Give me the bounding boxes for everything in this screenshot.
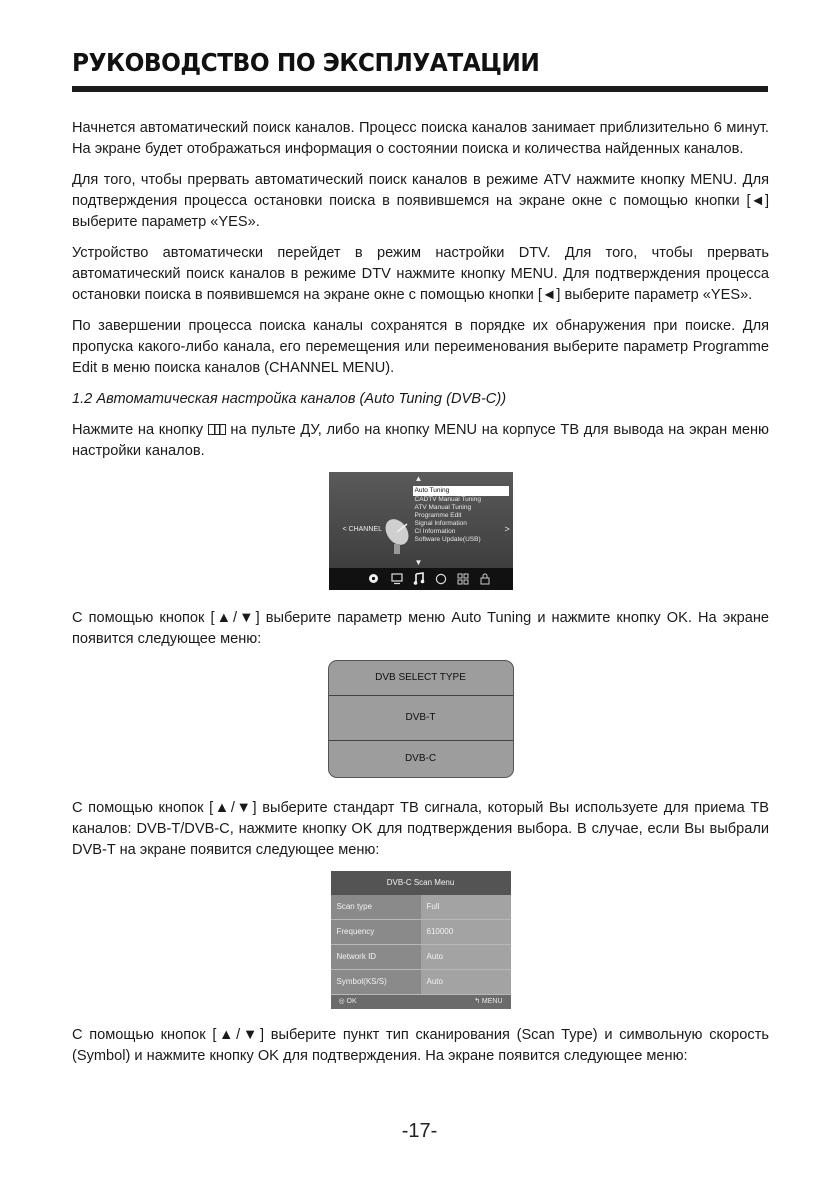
lock-icon (479, 572, 491, 585)
row-label: Network ID (331, 945, 421, 969)
paragraph: По завершении процесса поиска каналы сохранятся в порядке их обнаружения при поиске. Для пропуска какого-либо канала, его перемещения или переименования выберите параметр Programme Edit в меню поиска каналов (CHANNEL MENU). (72, 318, 769, 376)
paragraph-text: Нажмите на кнопку (72, 422, 204, 438)
menu-item-cadtv-manual-tuning[interactable]: CADTV Manual Tuning (414, 496, 481, 503)
row-label: Symbol(KS/S) (331, 970, 421, 994)
menu-item-signal-information[interactable]: Signal Information (414, 520, 467, 527)
scan-row-symbol[interactable] (331, 970, 511, 995)
menu-item-ci-information[interactable]: CI Information (414, 528, 456, 535)
row-value: Full (421, 895, 511, 919)
scroll-up-arrow-icon: ▲ (414, 474, 423, 483)
satellite-dish-icon (381, 516, 413, 556)
paragraph: С помощью кнопок [▲/▼] выберите параметр меню Auto Tuning и нажмите кнопку OK. На экране появится следующее меню: (72, 610, 769, 647)
scan-menu-dialog (331, 871, 511, 1009)
option-dvb-t[interactable]: DVB-T (329, 695, 513, 740)
menu-hint: ↰ MENU (474, 998, 503, 1005)
menu-category-bar (329, 568, 513, 590)
scan-menu-title: DVB-C Scan Menu (331, 871, 511, 895)
picture-icon (391, 573, 403, 585)
grid-icon (457, 573, 469, 585)
page-content (72, 118, 769, 1077)
paragraph (72, 420, 769, 462)
scan-menu-footer (331, 995, 511, 1009)
row-label: Frequency (331, 920, 421, 944)
paragraph-text: на пульте ДУ, либо на кнопку MENU на корпусе ТВ для вывода на экран меню настройки каналов. (72, 422, 769, 459)
dialog-title: DVB SELECT TYPE (375, 672, 466, 683)
menu-item-software-update[interactable]: Software Update(USB) (414, 536, 481, 543)
clock-icon (435, 573, 447, 585)
paragraph: Для того, чтобы прервать автоматический поиск каналов в режиме ATV нажмите кнопку MENU. Для подтверждения процесса остановки поиска в появившемся на экране окне с помощью кнопки [◄] выберите параметр «YES». (72, 172, 769, 230)
paragraph: С помощью кнопок [▲/▼] выберите стандарт ТВ сигнала, который Вы используете для приема ТВ каналов: DVB-T/DVB-C, нажмите кнопку OK для подтверждения выбора. В случае, если Вы выбрали DVB-T на экране появится следующее меню: (72, 800, 769, 858)
channel-menu-list (413, 486, 509, 544)
paragraph: Устройство автоматически перейдет в режим настройки DTV. Для того, чтобы прервать автоматический поиск каналов в режиме DTV нажмите кнопку MENU. Для подтверждения процесса остановки поиска в появившемся на экране окне с помощью кнопки [◄] выберите параметр «YES». (72, 245, 769, 303)
menu-item-atv-manual-tuning[interactable]: ATV Manual Tuning (414, 504, 472, 511)
scroll-down-arrow-icon: ▼ (414, 558, 423, 567)
ok-hint: ◎ OK (338, 998, 357, 1005)
header-rule (72, 86, 768, 92)
scan-row-frequency[interactable] (331, 920, 511, 945)
page-title: РУКОВОДСТВО ПО ЭКСПЛУАТАЦИИ (72, 48, 540, 77)
option-dvb-c[interactable]: DVB-C (329, 740, 513, 777)
menu-item-programme-edit[interactable]: Programme Edit (414, 512, 462, 519)
right-arrow-icon: > (504, 524, 510, 534)
row-value: 610000 (421, 920, 511, 944)
row-value: Auto (421, 945, 511, 969)
row-value: Auto (421, 970, 511, 994)
scan-row-network-id[interactable] (331, 945, 511, 970)
section-heading: 1.2 Автоматическая настройка каналов (Auto Tuning (DVB-C)) (72, 391, 507, 407)
scan-row-scan-type[interactable] (331, 895, 511, 920)
gear-icon (367, 572, 380, 585)
page-number: -17- (401, 1120, 438, 1142)
paragraph: С помощью кнопок [▲/▼] выберите пункт тип сканирования (Scan Type) и символьную скорость (Symbol) и нажмите кнопку OK для подтверждения. На экране появится следующее меню: (72, 1027, 769, 1064)
menu-button-icon (208, 424, 226, 435)
row-label: Scan type (331, 895, 421, 919)
dvb-select-type-dialog (328, 660, 514, 778)
channel-menu-screenshot (329, 472, 513, 590)
menu-item-auto-tuning[interactable]: Auto Tuning (413, 486, 509, 496)
music-note-icon (413, 572, 425, 585)
paragraph: Начнется автоматический поиск каналов. Процесс поиска каналов занимает приблизительно 6 минут. На экране будет отображаться информация о состоянии поиска и количества найденных каналов. (72, 120, 769, 157)
channel-label: < CHANNEL (342, 526, 382, 533)
